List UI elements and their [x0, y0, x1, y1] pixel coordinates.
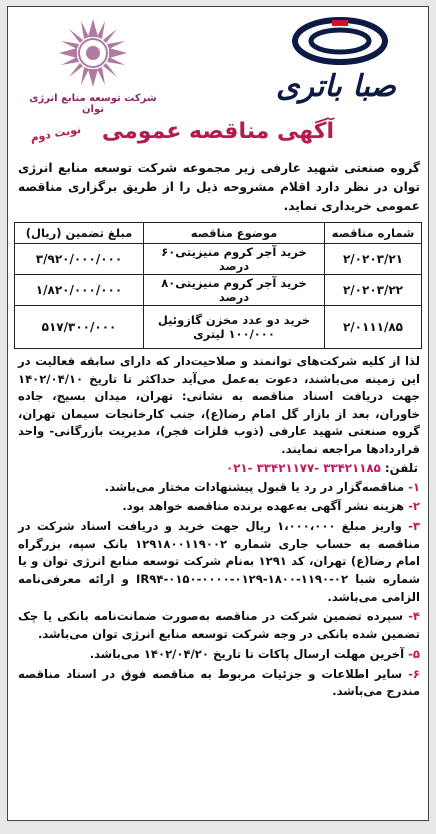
item-number: ۵- [408, 646, 420, 661]
table-row [15, 275, 422, 306]
phone-number: ۰۲۱- ۳۳۴۲۱۱۷۷- ۳۳۴۲۱۱۸۵ [226, 460, 381, 475]
item-number: ۱- [408, 479, 420, 494]
cell-number: ۲/۰۱۱۱/۸۵ [325, 306, 422, 349]
brand-name: صبا باتری [276, 69, 396, 104]
title-row [8, 119, 428, 159]
cell-amount: ۳/۹۲۰/۰۰۰/۰۰۰ [15, 244, 144, 275]
list-item [18, 479, 420, 497]
item-number: ۳- [408, 518, 420, 533]
org-name: شرکت توسعه منابع انرژی توان [29, 93, 157, 115]
table-row [15, 306, 422, 349]
cell-subject: خرید دو عدد مخزن گازوئیل ۱۰۰/۰۰۰ لیتری [144, 306, 325, 349]
item-text: سایر اطلاعات و جزئیات مربوط به مناقصه فوق در اسناد مناقصه مندرج می‌باشد. [18, 666, 420, 699]
list-item [18, 518, 420, 607]
cell-subject: خرید آجر کروم منیزیتی۸۰ درصد [144, 275, 325, 306]
cell-number: ۲/۰۲۰۳/۲۱ [325, 244, 422, 275]
sunflower-icon [55, 15, 131, 91]
invitation-paragraph: لذا از کلیه شرکت‌های توانمند و صلاحیت‌دار که دارای سابقه فعالیت در این زمینه می‌باشند، دعوت به‌عمل می‌آید حداکثر تا تاریخ ۱۴۰۲/۰۴/۱۰ جهت دریافت اسناد مناقصه به نشانی: تهران، میدان بسیج، جاده خاوران، بعد از بازار گل امام رضا(ع)، جنب کارخانجات سیمان تهران، گروه صنعتی شهید عارفی (ذوب فلزات فجر)، مدیریت بازرگانی- واحد قراردادها مراجعه نمایند. [18, 354, 420, 456]
advertisement-page [7, 6, 429, 821]
saba-battery-logo [252, 15, 420, 107]
item-text: مناقصه‌گزار در رد یا قبول پیشنهادات مختار می‌باشد. [104, 479, 405, 494]
cell-amount: ۱/۸۲۰/۰۰۰/۰۰۰ [15, 275, 144, 306]
phone-line [8, 459, 428, 477]
cell-subject: خرید آجر کروم منیزیتی۶۰ درصد [144, 244, 325, 275]
item-number: ۶- [408, 666, 420, 681]
table-row [15, 244, 422, 275]
conditions-list [8, 479, 428, 701]
cell-number: ۲/۰۲۰۳/۲۲ [325, 275, 422, 306]
list-item [18, 498, 420, 516]
header [8, 7, 428, 119]
header-number: شماره مناقصه [325, 223, 422, 244]
list-item [18, 608, 420, 643]
round-label: نوبت دوم [29, 122, 82, 145]
item-text: آخرین مهلت ارسال پاکات تا تاریخ ۱۴۰۲/۰۴/۲۰ می‌باشد. [89, 646, 405, 661]
item-text: واریز مبلغ ۱،۰۰۰،۰۰۰ ریال جهت خرید و دریافت اسناد شرکت در مناقصه به حساب جاری شماره ۱۲۹۱۸۰۰۱۱۹۰۰۲ بانک سپه، بزرگراه امام رضا(ع) تهران، کد ۱۲۹۱ به‌نام شرکت توسعه منابع انرژی توان و یا شماره شبا ۰۲-۱۱۹۰-۱۸۰۰-۰۱۲۹-۰۰۰۰-۰۱۵۰-IR۹۴ و ارائه معرفی‌نامه الزامی می‌باشد. [18, 518, 421, 604]
list-item [18, 666, 420, 701]
item-text: هزینه نشر آگهی به‌عهده برنده مناقصه خواهد بود. [122, 499, 405, 514]
header-subject: موضوع مناقصه [144, 223, 325, 244]
saba-oval-icon [292, 17, 388, 65]
tender-table [14, 222, 422, 349]
tavan-org-logo [18, 15, 168, 115]
table-header-row [15, 223, 422, 244]
item-text: سپرده تضمین شرکت در مناقصه به‌صورت ضمانت‌نامه بانکی یا چک تضمین شده بانکی در وجه شرکت توسعه منابع انرژی توان می‌باشد. [18, 609, 420, 642]
intro-paragraph: گروه صنعتی شهید عارفی زیر مجموعه شرکت توسعه منابع انرژی توان در نظر دارد اقلام مشروحه ذیل را از طریق برگزاری مناقصه عمومی خریداری نماید. [18, 161, 420, 213]
cell-amount: ۵۱۷/۳۰۰/۰۰۰ [15, 306, 144, 349]
item-number: ۲- [408, 499, 420, 514]
list-item [18, 646, 420, 664]
notice-title: آگهی مناقصه عمومی [101, 119, 335, 144]
phone-label: تلفن: [384, 460, 418, 475]
header-amount: مبلغ تضمین (ریال) [15, 223, 144, 244]
item-number: ۴- [408, 609, 420, 624]
